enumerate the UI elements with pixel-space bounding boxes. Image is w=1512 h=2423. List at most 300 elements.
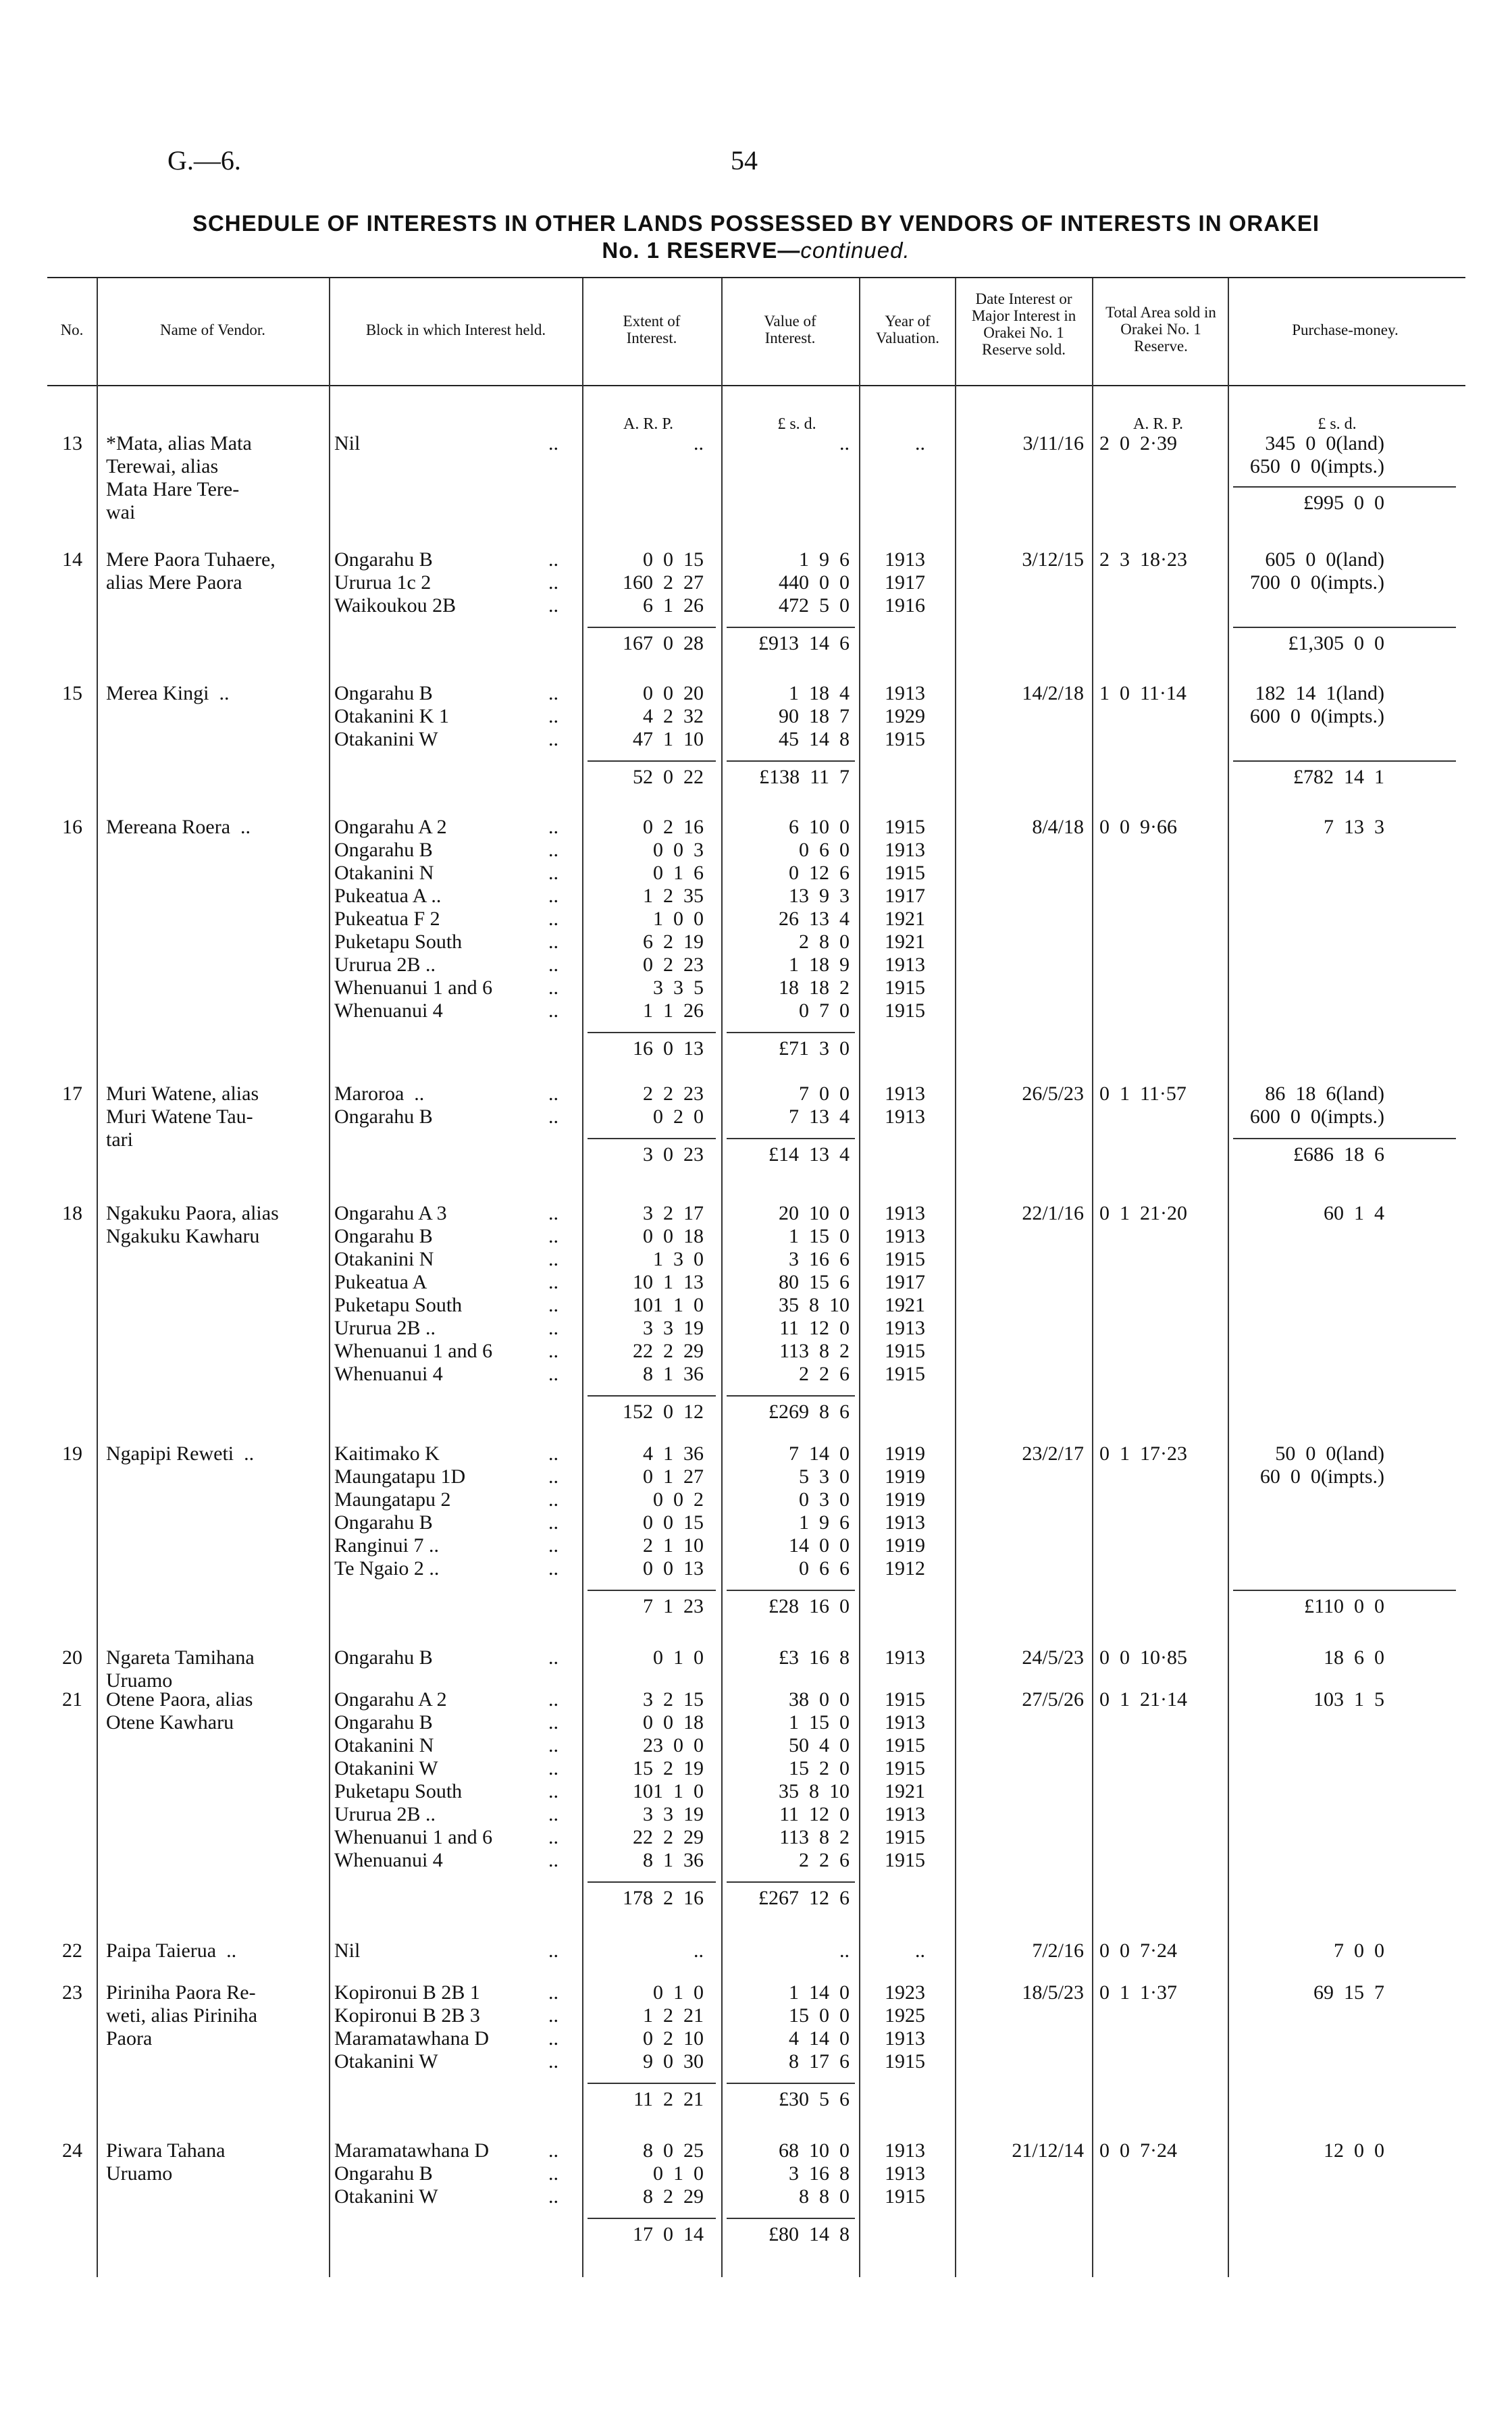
extent-value: 0 1 27 bbox=[643, 1465, 704, 1488]
interest-value: 26 13 4 bbox=[779, 908, 850, 930]
vendor-name: Merea Kingi .. bbox=[106, 682, 230, 704]
leader-dots: .. bbox=[548, 1826, 558, 1848]
block-name: Te Ngaio 2 .. bbox=[334, 1557, 440, 1580]
leader-dots: .. bbox=[548, 1646, 558, 1669]
interest-value: 113 8 2 bbox=[779, 1340, 850, 1362]
valuation-year: 1915 bbox=[885, 2050, 925, 2073]
interest-value: 1 14 0 bbox=[789, 1981, 850, 2004]
extent-value: 0 0 18 bbox=[643, 1711, 704, 1734]
leader-dots: .. bbox=[548, 1271, 558, 1293]
extent-total: 16 0 13 bbox=[633, 1037, 704, 1060]
leader-dots: .. bbox=[548, 2027, 558, 2050]
leader-dots: .. bbox=[548, 2139, 558, 2162]
block-name: Ururua 2B .. bbox=[334, 954, 436, 976]
valuation-year: 1921 bbox=[885, 931, 925, 953]
extent-value: 101 1 0 bbox=[633, 1294, 704, 1316]
vendor-name: Paipa Taierua .. bbox=[106, 1939, 237, 1962]
extent-total: 178 2 16 bbox=[623, 1887, 704, 1909]
entry-number: 17 bbox=[62, 1083, 82, 1105]
interest-value: £3 16 8 bbox=[779, 1646, 850, 1669]
purchase-money: 7 13 3 bbox=[1324, 816, 1384, 838]
interest-value: 0 7 0 bbox=[799, 999, 850, 1022]
area-sold: 0 1 21·20 bbox=[1099, 1202, 1187, 1224]
interest-value: 4 14 0 bbox=[789, 2027, 850, 2050]
extent-value: 0 0 20 bbox=[643, 682, 704, 704]
block-name: Ururua 2B .. bbox=[334, 1317, 436, 1339]
unit-value: £ s. d. bbox=[777, 415, 816, 433]
vendor-name: Ngapipi Reweti .. bbox=[106, 1442, 255, 1465]
block-name: Otakanini W bbox=[334, 728, 438, 750]
valuation-year: 1913 bbox=[885, 1803, 925, 1825]
col-divider bbox=[582, 278, 583, 2277]
block-name: Puketapu South bbox=[334, 931, 463, 953]
block-name: Whenuanui 1 and 6 bbox=[334, 1826, 493, 1848]
entry-number: 19 bbox=[62, 1442, 82, 1465]
valuation-year: 1913 bbox=[885, 1511, 925, 1534]
block-name: Pukeatua A bbox=[334, 1271, 427, 1293]
leader-dots: .. bbox=[548, 954, 558, 976]
extent-value: 3 3 19 bbox=[643, 1803, 704, 1825]
block-name: Whenuanui 4 bbox=[334, 1363, 443, 1385]
leader-dots: .. bbox=[548, 1849, 558, 1871]
block-name: Otakanini W bbox=[334, 2050, 438, 2073]
valuation-year: 1915 bbox=[885, 2185, 925, 2208]
interest-value: 2 2 6 bbox=[799, 1849, 850, 1871]
extent-value: 1 2 35 bbox=[643, 885, 704, 907]
date-sold: 22/1/16 bbox=[1022, 1202, 1084, 1224]
valuation-year: 1913 bbox=[885, 1711, 925, 1734]
sum-rule bbox=[588, 627, 716, 628]
vendor-name: weti, alias Piriniha bbox=[106, 2004, 258, 2027]
interest-value: 18 18 2 bbox=[779, 976, 850, 999]
extent-value: 22 2 29 bbox=[633, 1340, 704, 1362]
leader-dots: .. bbox=[548, 1225, 558, 1247]
entry-number: 21 bbox=[62, 1688, 82, 1711]
extent-value: 8 1 36 bbox=[643, 1849, 704, 1871]
valuation-year: 1915 bbox=[885, 1849, 925, 1871]
purchase-total: £110 0 0 bbox=[1304, 1595, 1384, 1617]
valuation-year: 1913 bbox=[885, 2139, 925, 2162]
interest-value: .. bbox=[839, 1939, 850, 1962]
block-name: Ongarahu B bbox=[334, 1225, 433, 1247]
entry-number: 16 bbox=[62, 816, 82, 838]
interest-value: 8 8 0 bbox=[799, 2185, 850, 2208]
extent-value: 8 1 36 bbox=[643, 1363, 704, 1385]
extent-value: 1 0 0 bbox=[653, 908, 704, 930]
sum-rule bbox=[588, 2083, 716, 2084]
leader-dots: .. bbox=[548, 1557, 558, 1580]
valuation-year: 1913 bbox=[885, 1317, 925, 1339]
leader-dots: .. bbox=[548, 1294, 558, 1316]
entry-number: 13 bbox=[62, 432, 82, 454]
purchase-money: 12 0 0 bbox=[1324, 2139, 1384, 2162]
valuation-year: 1916 bbox=[885, 594, 925, 617]
valuation-year: 1919 bbox=[885, 1442, 925, 1465]
block-name: Whenuanui 1 and 6 bbox=[334, 1340, 493, 1362]
vendor-name: Paora bbox=[106, 2027, 153, 2050]
sum-rule bbox=[1233, 1138, 1456, 1139]
extent-total: 7 1 23 bbox=[643, 1595, 704, 1617]
column-header-block: Block in which Interest held. bbox=[365, 321, 546, 338]
value-total: £138 11 7 bbox=[759, 766, 850, 788]
column-header-value: Value of Interest. bbox=[764, 313, 816, 346]
interest-value: 8 17 6 bbox=[789, 2050, 850, 2073]
vendor-name: Mereana Roera .. bbox=[106, 816, 251, 838]
leader-dots: .. bbox=[548, 2004, 558, 2027]
leader-dots: .. bbox=[548, 571, 558, 594]
interest-value: 35 8 10 bbox=[779, 1780, 850, 1802]
purchase-money: 69 15 7 bbox=[1313, 1981, 1384, 2004]
extent-value: 0 0 13 bbox=[643, 1557, 704, 1580]
leader-dots: .. bbox=[548, 1757, 558, 1779]
extent-value: 0 2 0 bbox=[653, 1105, 704, 1128]
sum-rule bbox=[1233, 627, 1456, 628]
value-total: £30 5 6 bbox=[779, 2088, 850, 2110]
col-divider bbox=[1228, 278, 1229, 2277]
extent-value: 0 1 0 bbox=[653, 2162, 704, 2185]
sum-rule bbox=[727, 2218, 855, 2219]
value-total: £80 14 8 bbox=[768, 2223, 850, 2245]
leader-dots: .. bbox=[548, 1780, 558, 1802]
extent-value: 3 3 19 bbox=[643, 1317, 704, 1339]
vendor-name: Otene Kawharu bbox=[106, 1711, 234, 1734]
leader-dots: .. bbox=[548, 1734, 558, 1756]
leader-dots: .. bbox=[548, 1317, 558, 1339]
extent-value: .. bbox=[694, 432, 704, 454]
extent-value: 6 2 19 bbox=[643, 931, 704, 953]
interest-value: 472 5 0 bbox=[779, 594, 850, 617]
column-header-area: Total Area sold in Orakei No. 1 Reserve. bbox=[1105, 304, 1216, 355]
vendor-name: *Mata, alias Mata bbox=[106, 432, 252, 454]
header-bottom-rule bbox=[47, 385, 1465, 386]
leader-dots: .. bbox=[548, 999, 558, 1022]
valuation-year: 1915 bbox=[885, 976, 925, 999]
valuation-year: 1915 bbox=[885, 1363, 925, 1385]
block-name: Kopironui B 2B 1 bbox=[334, 1981, 480, 2004]
column-header-vendor: Name of Vendor. bbox=[159, 321, 266, 338]
sum-rule bbox=[588, 1138, 716, 1139]
extent-value: 8 2 29 bbox=[643, 2185, 704, 2208]
header-top-rule bbox=[47, 277, 1465, 278]
vendor-name: Uruamo bbox=[106, 2162, 173, 2185]
interest-value: 20 10 0 bbox=[779, 1202, 850, 1224]
entry-number: 18 bbox=[62, 1202, 82, 1224]
leader-dots: .. bbox=[548, 705, 558, 727]
block-name: Maroroa .. bbox=[334, 1083, 425, 1105]
vendor-name: Otene Paora, alias bbox=[106, 1688, 253, 1711]
valuation-year: 1913 bbox=[885, 1225, 925, 1247]
block-name: Ongarahu A 3 bbox=[334, 1202, 447, 1224]
valuation-year: 1913 bbox=[885, 1083, 925, 1105]
column-header-extent: Extent of Interest. bbox=[623, 313, 681, 346]
valuation-year: .. bbox=[915, 1939, 925, 1962]
sum-rule bbox=[727, 1881, 855, 1883]
sum-rule bbox=[588, 1395, 716, 1397]
date-sold: 14/2/18 bbox=[1022, 682, 1084, 704]
valuation-year: 1913 bbox=[885, 954, 925, 976]
date-sold: 24/5/23 bbox=[1022, 1646, 1084, 1669]
interest-value: .. bbox=[839, 432, 850, 454]
extent-value: 0 1 0 bbox=[653, 1646, 704, 1669]
interest-value: 113 8 2 bbox=[779, 1826, 850, 1848]
interest-value: 15 2 0 bbox=[789, 1757, 850, 1779]
sum-rule bbox=[1233, 760, 1456, 762]
block-name: Otakanini W bbox=[334, 1757, 438, 1779]
valuation-year: 1921 bbox=[885, 908, 925, 930]
leader-dots: .. bbox=[548, 1803, 558, 1825]
valuation-year: .. bbox=[915, 432, 925, 454]
purchase-money: 60 1 4 bbox=[1324, 1202, 1384, 1224]
purchase-money: 600 0 0(impts.) bbox=[1249, 705, 1384, 727]
sum-rule bbox=[727, 1590, 855, 1591]
valuation-year: 1915 bbox=[885, 999, 925, 1022]
valuation-year: 1915 bbox=[885, 1688, 925, 1711]
purchase-total: £995 0 0 bbox=[1303, 492, 1384, 514]
purchase-money: 650 0 0(impts.) bbox=[1249, 455, 1384, 477]
extent-value: 0 2 16 bbox=[643, 816, 704, 838]
valuation-year: 1921 bbox=[885, 1780, 925, 1802]
sum-rule bbox=[727, 1138, 855, 1139]
interest-value: 35 8 10 bbox=[779, 1294, 850, 1316]
sum-rule bbox=[727, 1395, 855, 1397]
leader-dots: .. bbox=[548, 862, 558, 884]
block-name: Whenuanui 4 bbox=[334, 999, 443, 1022]
interest-value: 13 9 3 bbox=[789, 885, 850, 907]
extent-value: 10 1 13 bbox=[633, 1271, 704, 1293]
extent-value: 160 2 27 bbox=[623, 571, 704, 594]
vendor-name: Ngakuku Kawharu bbox=[106, 1225, 260, 1247]
vendor-name: Terewai, alias bbox=[106, 455, 219, 477]
leader-dots: .. bbox=[548, 976, 558, 999]
block-name: Whenuanui 1 and 6 bbox=[334, 976, 493, 999]
leader-dots: .. bbox=[548, 682, 558, 704]
leader-dots: .. bbox=[548, 1488, 558, 1511]
purchase-money: 345 0 0(land) bbox=[1265, 432, 1384, 454]
leader-dots: .. bbox=[548, 839, 558, 861]
value-total: £269 8 6 bbox=[768, 1401, 850, 1423]
extent-value: 47 1 10 bbox=[633, 728, 704, 750]
date-sold: 3/12/15 bbox=[1022, 548, 1084, 571]
leader-dots: .. bbox=[548, 1202, 558, 1224]
value-total: £267 12 6 bbox=[758, 1887, 850, 1909]
vendor-name: tari bbox=[106, 1128, 133, 1151]
leader-dots: .. bbox=[548, 594, 558, 617]
extent-value: 4 1 36 bbox=[643, 1442, 704, 1465]
block-name: Otakanini K 1 bbox=[334, 705, 449, 727]
valuation-year: 1929 bbox=[885, 705, 925, 727]
valuation-year: 1915 bbox=[885, 862, 925, 884]
extent-total: 152 0 12 bbox=[623, 1401, 704, 1423]
purchase-money: 605 0 0(land) bbox=[1265, 548, 1384, 571]
leader-dots: .. bbox=[548, 1688, 558, 1711]
date-sold: 3/11/16 bbox=[1022, 432, 1084, 454]
valuation-year: 1915 bbox=[885, 1734, 925, 1756]
unit-extent: A. R. P. bbox=[623, 415, 674, 433]
extent-value: 8 0 25 bbox=[643, 2139, 704, 2162]
column-header-no: No. bbox=[60, 321, 84, 338]
leader-dots: .. bbox=[548, 548, 558, 571]
interest-value: 11 12 0 bbox=[779, 1317, 850, 1339]
block-name: Otakanini N bbox=[334, 1248, 434, 1270]
leader-dots: .. bbox=[548, 728, 558, 750]
sum-rule bbox=[588, 1032, 716, 1033]
valuation-year: 1919 bbox=[885, 1534, 925, 1557]
extent-value: 0 1 0 bbox=[653, 1981, 704, 2004]
date-sold: 23/2/17 bbox=[1022, 1442, 1084, 1465]
valuation-year: 1915 bbox=[885, 1826, 925, 1848]
extent-total: 17 0 14 bbox=[633, 2223, 704, 2245]
extent-value: 22 2 29 bbox=[633, 1826, 704, 1848]
valuation-year: 1913 bbox=[885, 1646, 925, 1669]
sum-rule bbox=[588, 1590, 716, 1591]
area-sold: 1 0 11·14 bbox=[1099, 682, 1187, 704]
sum-rule bbox=[1233, 1590, 1456, 1591]
extent-value: 1 2 21 bbox=[643, 2004, 704, 2027]
value-total: £913 14 6 bbox=[758, 632, 850, 654]
col-divider bbox=[721, 278, 723, 2277]
vendor-name: Ngakuku Paora, alias bbox=[106, 1202, 279, 1224]
sum-rule bbox=[727, 760, 855, 762]
date-sold: 27/5/26 bbox=[1022, 1688, 1084, 1711]
leader-dots: .. bbox=[548, 2185, 558, 2208]
vendor-name: Uruamo bbox=[106, 1669, 173, 1692]
valuation-year: 1917 bbox=[885, 885, 925, 907]
extent-value: 3 3 5 bbox=[653, 976, 704, 999]
valuation-year: 1923 bbox=[885, 1981, 925, 2004]
leader-dots: .. bbox=[548, 1105, 558, 1128]
valuation-year: 1919 bbox=[885, 1488, 925, 1511]
interest-value: 80 15 6 bbox=[779, 1271, 850, 1293]
area-sold: 0 0 10·85 bbox=[1099, 1646, 1187, 1669]
interest-value: 0 6 0 bbox=[799, 839, 850, 861]
leader-dots: .. bbox=[548, 1511, 558, 1534]
area-sold: 2 3 18·23 bbox=[1099, 548, 1187, 571]
leader-dots: .. bbox=[548, 432, 558, 454]
block-name: Ongarahu B bbox=[334, 1646, 433, 1669]
interest-value: 1 18 4 bbox=[789, 682, 850, 704]
extent-value: 23 0 0 bbox=[643, 1734, 704, 1756]
block-name: Whenuanui 4 bbox=[334, 1849, 443, 1871]
interest-value: 6 10 0 bbox=[789, 816, 850, 838]
vendor-name: alias Mere Paora bbox=[106, 571, 242, 594]
block-name: Puketapu South bbox=[334, 1294, 463, 1316]
interest-value: 38 0 0 bbox=[789, 1688, 850, 1711]
extent-value: 1 3 0 bbox=[653, 1248, 704, 1270]
interest-value: 5 3 0 bbox=[799, 1465, 850, 1488]
block-name: Kaitimako K bbox=[334, 1442, 440, 1465]
interest-value: 1 9 6 bbox=[799, 1511, 850, 1534]
date-sold: 21/12/14 bbox=[1012, 2139, 1084, 2162]
valuation-year: 1915 bbox=[885, 1248, 925, 1270]
sum-rule bbox=[727, 2083, 855, 2084]
interest-value: 1 15 0 bbox=[789, 1225, 850, 1247]
valuation-year: 1915 bbox=[885, 728, 925, 750]
purchase-money: 182 14 1(land) bbox=[1255, 682, 1384, 704]
schedule-title: SCHEDULE OF INTERESTS IN OTHER LANDS POSSESSED BY VENDORS OF INTERESTS IN ORAKEI bbox=[192, 211, 1320, 236]
date-sold: 7/2/16 bbox=[1032, 1939, 1084, 1962]
block-name: Ongarahu A 2 bbox=[334, 1688, 447, 1711]
column-header-purchase: Purchase-money. bbox=[1292, 321, 1399, 338]
valuation-year: 1925 bbox=[885, 2004, 925, 2027]
purchase-money: 600 0 0(impts.) bbox=[1249, 1105, 1384, 1128]
unit-area: A. R. P. bbox=[1132, 415, 1184, 433]
sum-rule bbox=[588, 2218, 716, 2219]
area-sold: 0 0 9·66 bbox=[1099, 816, 1177, 838]
interest-value: 1 18 9 bbox=[789, 954, 850, 976]
col-divider bbox=[97, 278, 98, 2277]
extent-value: 2 1 10 bbox=[643, 1534, 704, 1557]
leader-dots: .. bbox=[548, 1534, 558, 1557]
area-sold: 0 1 11·57 bbox=[1099, 1083, 1187, 1105]
purchase-total: £686 18 6 bbox=[1293, 1143, 1384, 1166]
block-name: Ongarahu B bbox=[334, 1105, 433, 1128]
block-name: Pukeatua F 2 bbox=[334, 908, 440, 930]
interest-value: 7 0 0 bbox=[799, 1083, 850, 1105]
entry-number: 15 bbox=[62, 682, 82, 704]
leader-dots: .. bbox=[548, 931, 558, 953]
block-name: Ongarahu B bbox=[334, 548, 433, 571]
valuation-year: 1921 bbox=[885, 1294, 925, 1316]
extent-value: 0 0 2 bbox=[653, 1488, 704, 1511]
valuation-year: 1913 bbox=[885, 548, 925, 571]
extent-value: 9 0 30 bbox=[643, 2050, 704, 2073]
extent-total: 11 2 21 bbox=[633, 2088, 704, 2110]
block-name: Ururua 2B .. bbox=[334, 1803, 436, 1825]
valuation-year: 1915 bbox=[885, 816, 925, 838]
vendor-name: Mere Paora Tuhaere, bbox=[106, 548, 276, 571]
leader-dots: .. bbox=[548, 1981, 558, 2004]
leader-dots: .. bbox=[548, 2162, 558, 2185]
page-number: 54 bbox=[731, 145, 758, 176]
valuation-year: 1913 bbox=[885, 1202, 925, 1224]
vendor-name: Piwara Tahana bbox=[106, 2139, 226, 2162]
block-name: Otakanini W bbox=[334, 2185, 438, 2208]
block-name: Maramatawhana D bbox=[334, 2139, 490, 2162]
col-divider bbox=[859, 278, 860, 2277]
extent-value: 15 2 19 bbox=[633, 1757, 704, 1779]
block-name: Nil bbox=[334, 1939, 361, 1962]
extent-value: 0 0 18 bbox=[643, 1225, 704, 1247]
purchase-money: 7 0 0 bbox=[1334, 1939, 1384, 1962]
column-header-date: Date Interest or Major Interest in Orakei No. 1 Reserve sold. bbox=[971, 290, 1076, 358]
date-sold: 8/4/18 bbox=[1032, 816, 1084, 838]
valuation-year: 1912 bbox=[885, 1557, 925, 1580]
purchase-money: 50 0 0(land) bbox=[1275, 1442, 1384, 1465]
purchase-money: 700 0 0(impts.) bbox=[1249, 571, 1384, 594]
vendor-name: Muri Watene Tau- bbox=[106, 1105, 253, 1128]
leader-dots: .. bbox=[548, 885, 558, 907]
interest-value: 2 8 0 bbox=[799, 931, 850, 953]
entry-number: 14 bbox=[62, 548, 82, 571]
interest-value: 7 13 4 bbox=[789, 1105, 850, 1128]
leader-dots: .. bbox=[548, 2050, 558, 2073]
interest-value: 50 4 0 bbox=[789, 1734, 850, 1756]
leader-dots: .. bbox=[548, 1363, 558, 1385]
entry-number: 22 bbox=[62, 1939, 82, 1962]
leader-dots: .. bbox=[548, 1465, 558, 1488]
area-sold: 2 0 2·39 bbox=[1099, 432, 1177, 454]
block-name: Ongarahu A 2 bbox=[334, 816, 447, 838]
leader-dots: .. bbox=[548, 1248, 558, 1270]
unit-purchase: £ s. d. bbox=[1318, 415, 1357, 433]
sum-rule bbox=[727, 1032, 855, 1033]
block-name: Maramatawhana D bbox=[334, 2027, 490, 2050]
interest-value: 1 9 6 bbox=[799, 548, 850, 571]
interest-value: 0 6 6 bbox=[799, 1557, 850, 1580]
extent-total: 167 0 28 bbox=[623, 632, 704, 654]
leader-dots: .. bbox=[548, 1939, 558, 1962]
block-name: Kopironui B 2B 3 bbox=[334, 2004, 480, 2027]
